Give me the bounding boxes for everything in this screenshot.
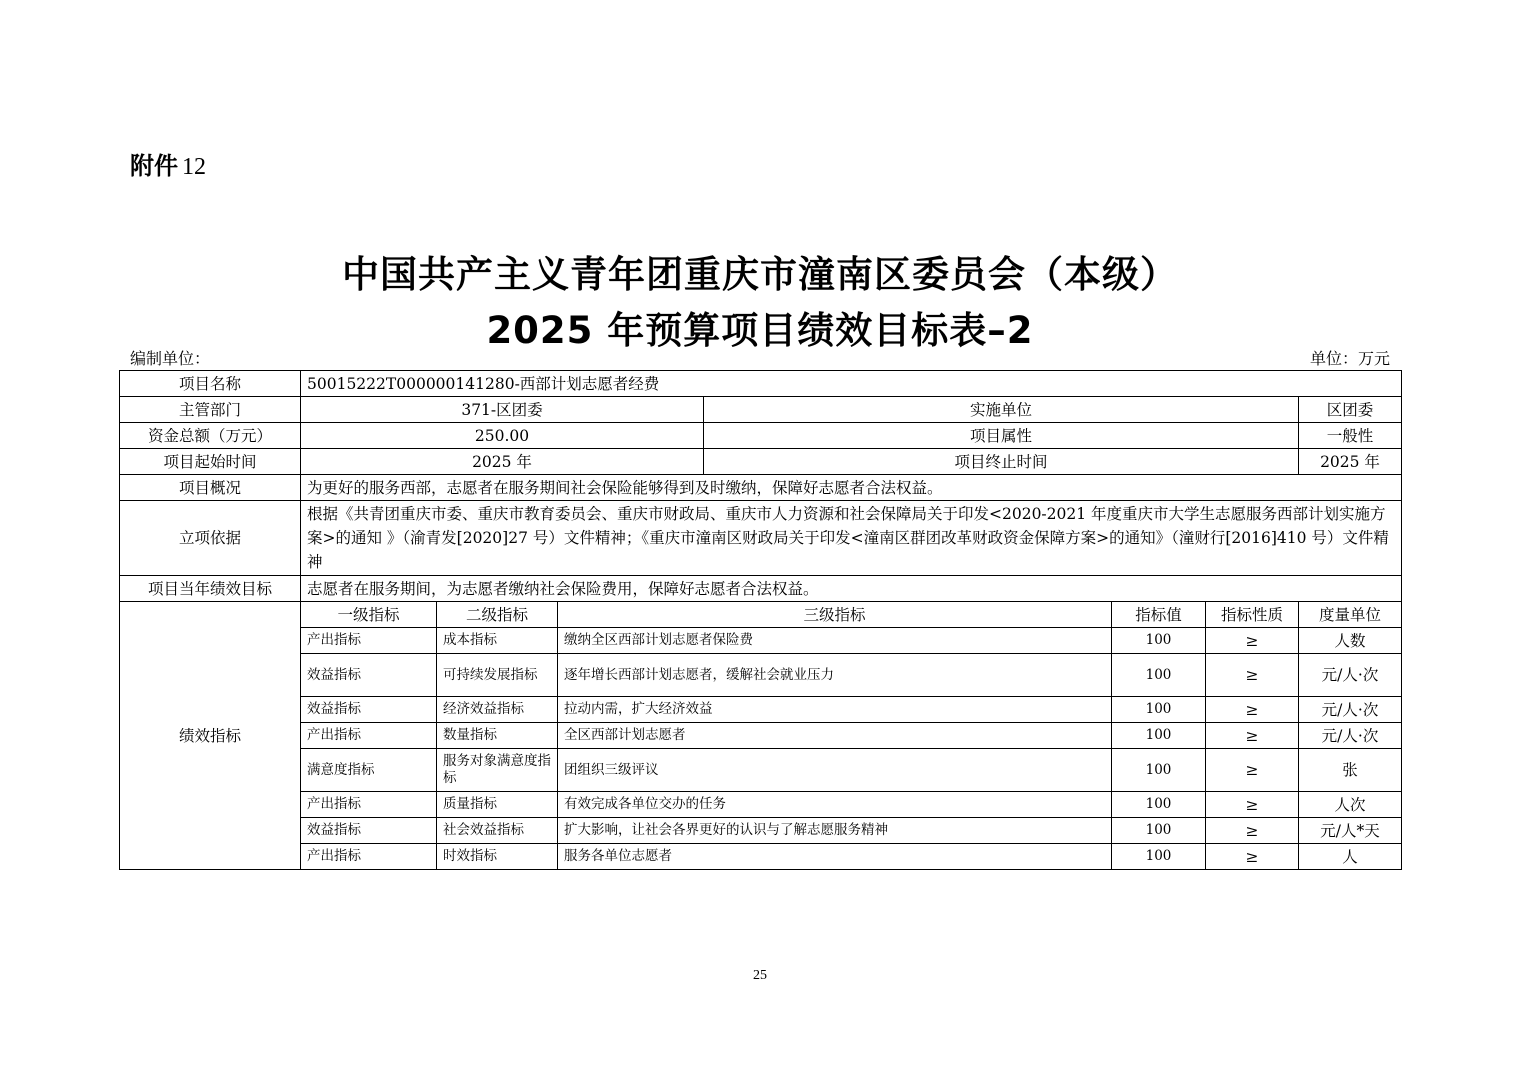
level2-cell: 可持续发展指标 [437,654,558,697]
level2-cell: 服务对象满意度指标 [437,749,558,792]
level3-cell: 有效完成各单位交办的任务 [558,792,1112,818]
start-label: 项目起始时间 [120,449,301,475]
header-level2: 二级指标 [437,602,558,628]
row-overview [120,475,1402,501]
basis-value: 根据《共青团重庆市委、重庆市教育委员会、重庆市财政局、重庆市人力资源和社会保障局关于印发<2020-2021 年度重庆市大学生志愿服务西部计划实施方案>的通知 》（渝青发[2020]27 号）文件精神；《重庆市潼南区财政局关于印发<潼南区群团改革财政资金保障方案>的通知》（潼财行[2016]410 号）文件精神 [301,501,1402,576]
attachment-text: 附件 [130,152,178,180]
department-value: 371-区团委 [301,397,704,423]
level2-cell: 时效指标 [437,844,558,870]
level2-cell: 质量指标 [437,792,558,818]
start-value: 2025 年 [301,449,704,475]
level1-cell: 产出指标 [301,723,437,749]
table-row [120,818,1402,844]
nature-cell: ≥ [1206,792,1299,818]
nature-cell: ≥ [1206,723,1299,749]
header-value: 指标值 [1112,602,1206,628]
level3-cell: 全区西部计划志愿者 [558,723,1112,749]
value-cell: 100 [1112,697,1206,723]
header-level3: 三级指标 [558,602,1112,628]
unit-cell: 元/人·次 [1299,697,1402,723]
level1-cell: 满意度指标 [301,749,437,792]
total-label: 资金总额（万元） [120,423,301,449]
unit-cell: 张 [1299,749,1402,792]
value-cell: 100 [1112,818,1206,844]
value-cell: 100 [1112,723,1206,749]
table-row [120,844,1402,870]
attribute-label: 项目属性 [704,423,1299,449]
indicators-section-label: 绩效指标 [120,602,301,870]
document-title-line1: 中国共产主义青年团重庆市潼南区委员会（本级） [342,253,1178,296]
nature-cell: ≥ [1206,628,1299,654]
nature-cell: ≥ [1206,844,1299,870]
level3-cell: 拉动内需，扩大经济效益 [558,697,1112,723]
level1-cell: 效益指标 [301,697,437,723]
implementer-label: 实施单位 [704,397,1299,423]
table-row [120,654,1402,697]
unit-cell: 人数 [1299,628,1402,654]
level1-cell: 效益指标 [301,654,437,697]
value-cell: 100 [1112,792,1206,818]
header-level1: 一级指标 [301,602,437,628]
goal-value: 志愿者在服务期间，为志愿者缴纳社会保险费用，保障好志愿者合法权益。 [301,576,1402,602]
level1-cell: 产出指标 [301,792,437,818]
header-unit: 度量单位 [1299,602,1402,628]
table-row [120,723,1402,749]
nature-cell: ≥ [1206,818,1299,844]
level1-cell: 产出指标 [301,628,437,654]
attachment-number: 12 [182,154,206,180]
level3-cell: 缴纳全区西部计划志愿者保险费 [558,628,1112,654]
indicator-header-row [120,602,1402,628]
table-row [120,697,1402,723]
goal-label: 项目当年绩效目标 [120,576,301,602]
level1-cell: 产出指标 [301,844,437,870]
total-value: 250.00 [301,423,704,449]
level3-cell: 逐年增长西部计划志愿者，缓解社会就业压力 [558,654,1112,697]
level2-cell: 经济效益指标 [437,697,558,723]
attribute-value: 一般性 [1299,423,1402,449]
table-row [120,628,1402,654]
end-value: 2025 年 [1299,449,1402,475]
department-label: 主管部门 [120,397,301,423]
attachment-label [130,146,206,181]
value-cell: 100 [1112,654,1206,697]
implementer-value: 区团委 [1299,397,1402,423]
value-cell: 100 [1112,844,1206,870]
unit-cell: 元/人·次 [1299,723,1402,749]
page-number: 25 [753,968,767,983]
project-name-value: 50015222T000000141280-西部计划志愿者经费 [301,371,1402,397]
nature-cell: ≥ [1206,654,1299,697]
overview-value: 为更好的服务西部，志愿者在服务期间社会保险能够得到及时缴纳，保障好志愿者合法权益。 [301,475,1402,501]
unit-label: 单位：万元 [1309,349,1390,368]
performance-table [119,370,1402,870]
compiler-label: 编制单位： [130,349,211,368]
level3-cell: 扩大影响，让社会各界更好的认识与了解志愿服务精神 [558,818,1112,844]
overview-label: 项目概况 [120,475,301,501]
header-nature: 指标性质 [1206,602,1299,628]
row-department [120,397,1402,423]
row-basis [120,501,1402,576]
value-cell: 100 [1112,749,1206,792]
nature-cell: ≥ [1206,697,1299,723]
document-title-line2: 2025 年预算项目绩效目标表–2 [486,309,1034,352]
level2-cell: 数量指标 [437,723,558,749]
nature-cell: ≥ [1206,749,1299,792]
unit-cell: 人次 [1299,792,1402,818]
level2-cell: 社会效益指标 [437,818,558,844]
table-row [120,792,1402,818]
level3-cell: 团组织三级评议 [558,749,1112,792]
row-time [120,449,1402,475]
row-project-name [120,371,1402,397]
table-row [120,749,1402,792]
level3-cell: 服务各单位志愿者 [558,844,1112,870]
row-total [120,423,1402,449]
project-name-label: 项目名称 [120,371,301,397]
level2-cell: 成本指标 [437,628,558,654]
unit-cell: 人 [1299,844,1402,870]
value-cell: 100 [1112,628,1206,654]
basis-label: 立项依据 [120,501,301,576]
end-label: 项目终止时间 [704,449,1299,475]
level1-cell: 效益指标 [301,818,437,844]
unit-cell: 元/人·次 [1299,654,1402,697]
row-goal [120,576,1402,602]
unit-cell: 元/人*天 [1299,818,1402,844]
